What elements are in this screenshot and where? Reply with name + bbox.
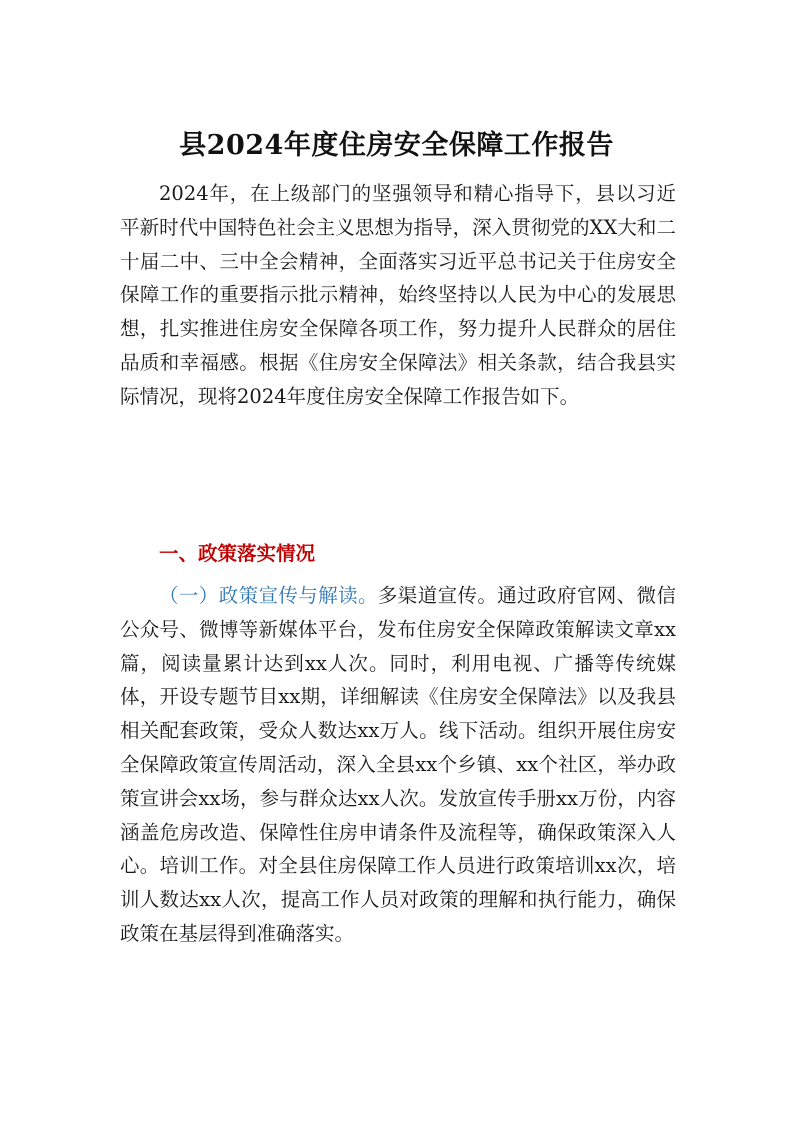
subsection-heading-policy-publicity: （一）政策宣传与解读。 [159, 584, 378, 607]
section-heading-policy-implementation: 一、政策落实情况 [159, 542, 316, 565]
subsection-body-text: 多渠道宣传。通过政府官网、微信公众号、微博等新媒体平台，发布住房安全保障政策解读文章xx篇，阅读量累计达到xx人次。同时，利用电视、广播等传统媒体，开设专题节目xx期，详细解读《住房安全保障法》以及我县相关配套政策，受众人数达xx万人。线下活动。组织开展住房安全保障政策宣传周活动，深入全县xx个乡镇、xx个社区，举办政策宣讲会xx场，参与群众达xx人次。发放宣传手册xx万份，内容涵盖危房改造、保障性住房申请条件及流程等，确保政策深入人心。培训工作。对全县住房保障工作人员进行政策培训xx次，培训人数达xx人次，提高工作人员对政策的理解和执行能力，确保政策在基层得到准确落实。 [120, 584, 676, 945]
document-title: 县2024年度住房安全保障工作报告 [179, 130, 614, 161]
intro-paragraph: 2024年，在上级部门的坚强领导和精心指导下，县以习近平新时代中国特色社会主义思想为指导，深入贯彻党的XX大和二十届二中、三中全会精神，全面落实习近平总书记关于住房安全保障工作的重要指示批示精神，始终坚持以人民为中心的发展思想，扎实推进住房安全保障各项工作，努力提升人民群众的居住品质和幸福感。根据《住房安全保障法》相关条款，结合我县实际情况，现将2024年度住房安全保障工作报告如下。 [120, 182, 676, 408]
subsection-paragraph [120, 579, 676, 951]
